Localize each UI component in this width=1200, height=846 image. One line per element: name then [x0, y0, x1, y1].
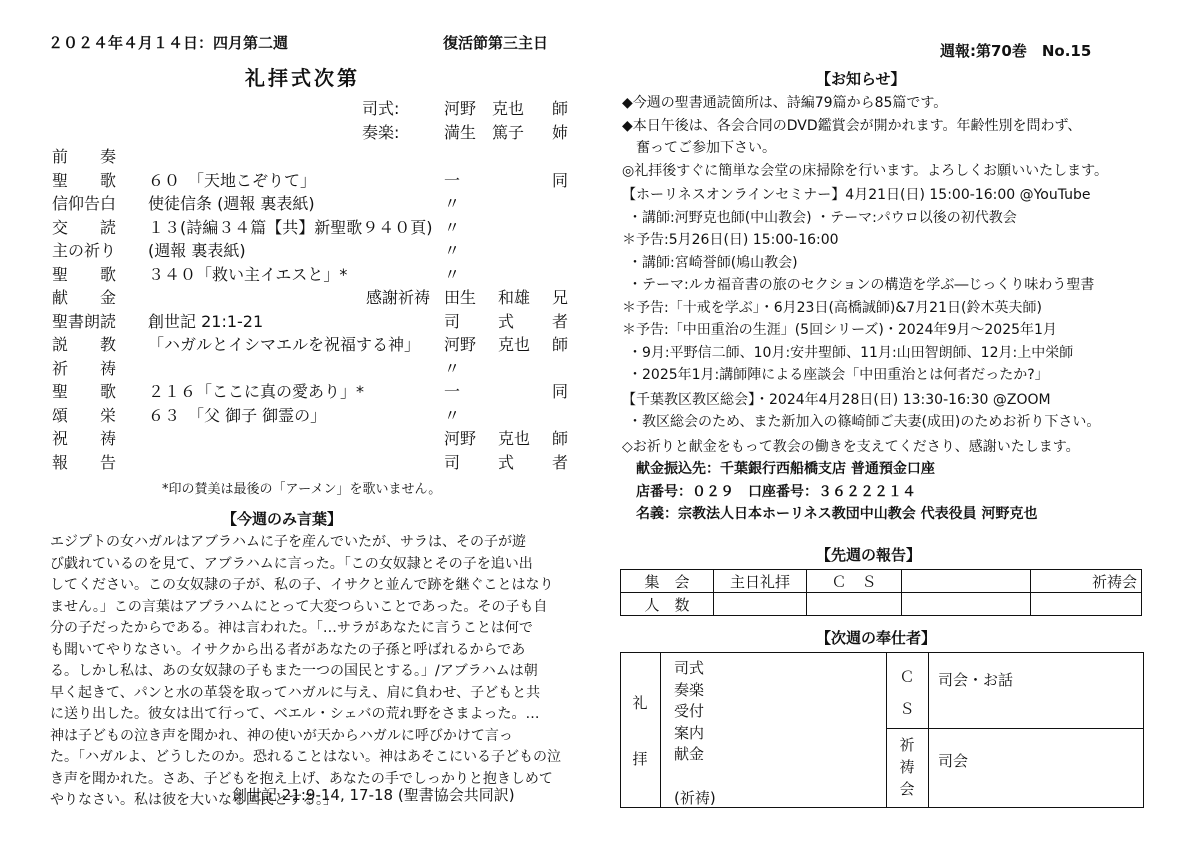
passage-line: も聞いてやりなさい。イサクから出る者があなたの子孫と呼ばれるからであ — [50, 641, 526, 658]
worship-roles — [674, 658, 716, 809]
bulletin-number: 週報:第70巻 No.15 — [940, 42, 1092, 60]
order-content: ６３ 「父 御子 御霊の」 — [148, 405, 327, 425]
divider — [660, 652, 661, 808]
cs-label: Ｓ — [899, 700, 915, 718]
staff-role: 奏楽: — [362, 123, 400, 142]
order-by: 〃 — [444, 264, 461, 284]
order-by: 一 — [444, 382, 461, 401]
passage-line: エジプトの女ハガルはアブラハムに子を産んでいたが、サラは、その子が遊 — [50, 534, 526, 550]
order-by: 〃 — [444, 217, 461, 237]
order-by: 〃 — [444, 241, 461, 260]
announcement-line: ◆本日午後は、各会合同のDVD鑑賞会が開かれます。年齢性別を問わず、 — [622, 117, 1082, 134]
announcement-line: 店番号：０２９ 口座番号：３６２２２１４ — [636, 483, 916, 500]
order-title: 礼拝式次第 — [245, 66, 360, 90]
table-cell — [1031, 593, 1142, 616]
announcement-line: ・2025年1月:講師陣による座談会「中田重治とは何者だったか?」 — [628, 367, 1049, 383]
order-suffix: 師 — [552, 335, 569, 354]
passage-line: る。しかし私は、あの女奴隷の子もまた一つの国民とする。」/アブラハムは朝 — [50, 663, 538, 679]
order-content: 「ハガルとイシマエルを祝福する神」 — [148, 335, 421, 354]
announcement-line: ＊予告:「十戒を学ぶ」・6月23日(高橋誠師)&7月21日(鈴木英夫師) — [622, 299, 1042, 316]
announcement-line: ◎礼拝後すぐに簡単な会堂の床掃除を行います。よろしくお願いいたします。 — [622, 162, 1108, 179]
passage-line: き声を聞かれた。さあ、子どもを抱え上げ、あなたの手でしっかりと抱きしめて — [50, 770, 553, 787]
order-content: ３４０「救い主イエスと」* — [148, 264, 348, 284]
order-label: 献 金 — [52, 288, 117, 307]
attendance-table — [620, 569, 1142, 616]
table-cell — [714, 593, 807, 616]
order-label: 信仰告白 — [52, 194, 117, 213]
table-cell — [807, 593, 902, 616]
order-by: 司 — [444, 452, 461, 472]
order-label: 祝 祷 — [52, 429, 117, 448]
cs-role: 司会・お話 — [938, 671, 1014, 689]
order-by: 司 — [444, 311, 461, 331]
cs-label: Ｃ — [899, 668, 915, 686]
divider — [886, 728, 1143, 729]
table-cell: 主日礼拝 — [714, 570, 807, 593]
order-suffix: 者 — [552, 311, 569, 331]
table-cell: 人 数 — [621, 593, 714, 616]
announcement-line: ＊予告:5月26日(日) 15:00-16:00 — [622, 232, 839, 248]
order-content: 使徒信条 (週報 裏表紙) — [148, 194, 315, 213]
announcement-line: ＊予告:「中田重治の生涯」(5回シリーズ)・2024年9月～2025年1月 — [622, 322, 1057, 338]
table-cell: 祈祷会 — [1031, 570, 1142, 593]
order-label: 報 告 — [52, 452, 117, 472]
divider — [886, 652, 887, 808]
order-label: 聖 歌 — [52, 170, 117, 190]
duty-role: 案内 — [674, 723, 705, 742]
order-suffix: 同 — [552, 170, 569, 190]
order-label: 祈 祷 — [52, 358, 117, 378]
worship-label: 礼 — [632, 694, 648, 712]
order-by: 河野 — [444, 429, 477, 448]
passage-line: び戯れているのを見て、アブラハムに言った。「この女奴隷とその子を追い出 — [50, 555, 533, 572]
order-by2: 式 — [498, 452, 515, 472]
word-title: 【今週のみ言葉】 — [222, 510, 343, 528]
staff-role: 司式: — [362, 99, 400, 118]
order-label: 聖 歌 — [52, 382, 117, 401]
order-content: 創世記 21:1-21 — [148, 311, 264, 331]
passage-line: ません。」この言葉はアブラハムにとって大変つらいことであった。その子も自 — [50, 598, 548, 615]
order-by: 河野 — [444, 335, 477, 354]
table-cell: 集 会 — [621, 570, 714, 593]
order-by: 一 — [444, 170, 461, 190]
announcement-line: ・教区総会のため、また新加入の篠崎師ご夫妻(成田)のためお祈り下さい。 — [628, 414, 1101, 430]
duty-role: 受付 — [674, 702, 705, 720]
prayer-role: 司会 — [938, 752, 969, 770]
staff-name: 満生 篤子 — [444, 123, 525, 142]
passage-line: 分の子だったからである。神は言われた。「…サラがあなたに言うことは何で — [50, 620, 533, 636]
passage-line: やりなさい。私は彼を大いなる国民とする。」 — [50, 792, 337, 808]
order-content: (週報 裏表紙) — [148, 241, 246, 260]
announcement-line: 【ホーリネスオンラインセミナー】4月21日(日) 15:00-16:00 @YouTube — [622, 187, 1091, 203]
staff-title: 師 — [552, 99, 569, 118]
order-label: 主の祈り — [52, 241, 117, 260]
announcement-line: ◇お祈りと献金をもって教会の働きを支えてくださり、感謝いたします。 — [622, 438, 1080, 455]
scripture-passage — [50, 532, 561, 812]
order-by2: 式 — [498, 311, 515, 331]
announcement-line: 【千葉教区教区総会】・2024年4月28日(日) 13:30-16:30 @ZOOM — [622, 391, 1051, 408]
order-by2: 克也 — [498, 429, 531, 448]
order-by2: 和雄 — [498, 288, 531, 307]
order-by: 〃 — [444, 358, 461, 378]
staff-title: 姉 — [552, 123, 569, 142]
announcement-line: ・講師:河野克也師(中山教会) ・テーマ:パウロ以後の初代教会 — [628, 209, 1017, 226]
passage-line: 早く起きて、パンと水の革袋を取ってハガルに与え、肩に負わせ、子どもと共 — [50, 684, 541, 701]
order-by2: 克也 — [498, 335, 531, 354]
staff-name: 河野 克也 — [444, 99, 525, 118]
announcement-line: ・9月:平野信二師、10月:安井聖師、11月:山田智朗師、12月:上中栄師 — [628, 344, 1074, 361]
table-row — [621, 570, 1142, 593]
worship-label: 拝 — [632, 750, 648, 768]
order-content: １３(詩編３４篇【共】新聖歌９４０頁) — [148, 217, 433, 237]
order-suffix: 同 — [552, 382, 569, 401]
order-label: 頌 栄 — [52, 405, 117, 425]
table-cell — [902, 570, 1031, 593]
announcement-line: 名義：宗教法人日本ホーリネス教団中山教会 代表役員 河野克也 — [636, 506, 1038, 522]
duty-title: 【次週の奉仕者】 — [816, 629, 937, 647]
order-suffix: 者 — [552, 452, 569, 472]
table-cell — [902, 593, 1031, 616]
table-cell: Ｃ Ｓ — [807, 570, 902, 593]
duty-role: 献金 — [674, 745, 705, 763]
order-content: ２１６「ここに真の愛あり」* — [148, 382, 365, 401]
passage-line: に送り出した。彼女は出て行って、ベエル・シェバの荒れ野をさまよった。… — [50, 706, 540, 722]
announcements — [622, 92, 1108, 526]
order-content: ６０ 「天地こぞりて」 — [148, 170, 317, 190]
order-suffix: 兄 — [552, 288, 569, 307]
passage-line: 神は子どもの泣き声を聞かれ、神の使いが天からハガルに呼びかけて言っ — [50, 727, 513, 744]
order-label: 聖 歌 — [52, 264, 117, 284]
order-by: 〃 — [444, 194, 461, 213]
news-title: 【お知らせ】 — [816, 70, 906, 88]
prayer-label: 会 — [899, 780, 915, 798]
order-label: 交 読 — [52, 217, 117, 237]
order-label: 説 教 — [52, 335, 117, 354]
duty-role: (祈祷) — [674, 788, 716, 807]
announcement-line: 奮ってご参加下さい。 — [622, 140, 776, 156]
liturgical-season: 復活節第三主日 — [443, 34, 549, 52]
duty-role: 司式 — [674, 659, 705, 677]
passage-line: た。「ハガルよ、どうしたのか。恐れることはない。神はあそこにいる子どもの泣 — [50, 749, 561, 765]
prayer-label: 祈 — [899, 736, 915, 754]
prayer-label: 祷 — [899, 758, 915, 776]
scripture-source: 創世記 21:9-14, 17-18 (聖書協会共同訳) — [232, 786, 515, 804]
announcement-line: 献金振込先：千葉銀行西船橋支店 普通預金口座 — [636, 461, 935, 477]
duty-role: 奏楽 — [674, 680, 705, 699]
passage-line: してください。この女奴隷の子が、私の子、イサクと並んで跡を継ぐことはなり — [50, 577, 554, 593]
divider — [928, 652, 929, 808]
hymn-note: *印の賛美は最後の「アーメン」を歌いません。 — [162, 482, 442, 497]
service-date: ２０２４年４月１４日：四月第二週 — [48, 34, 289, 52]
announcement-line: ・講師:宮崎誉師(鳩山教会) — [628, 254, 798, 271]
order-label: 前 奏 — [52, 147, 117, 166]
order-content: 感謝祈祷 — [366, 288, 431, 307]
order-suffix: 師 — [552, 429, 569, 448]
report-title: 【先週の報告】 — [816, 546, 922, 564]
order-by: 田生 — [444, 288, 477, 307]
announcement-line: ◆今週の聖書通読箇所は、詩編79篇から85篇です。 — [622, 95, 948, 111]
table-row — [621, 593, 1142, 616]
order-label: 聖書朗読 — [52, 311, 117, 331]
announcement-line: ・テーマ:ルカ福音書の旅のセクションの構造を学ぶ―じっくり味わう聖書 — [628, 277, 1095, 293]
order-by: 〃 — [444, 405, 461, 425]
